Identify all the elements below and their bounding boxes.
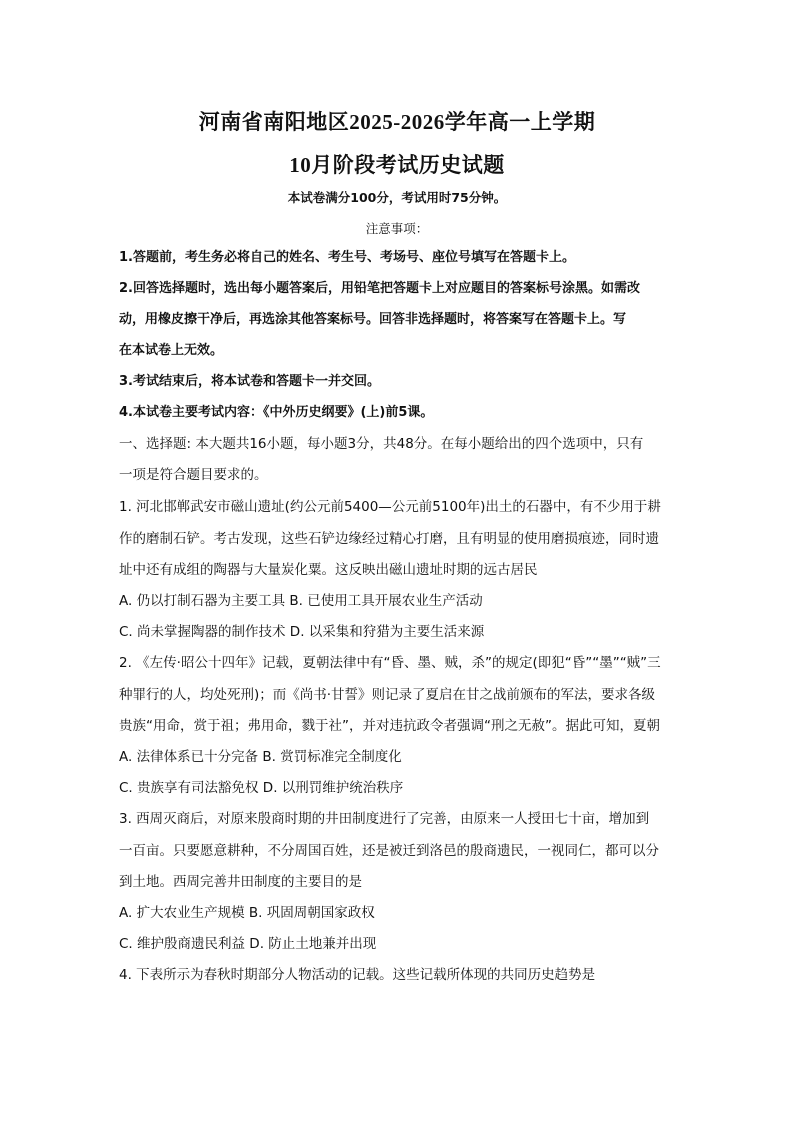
notice-item: 动，用橡皮擦干净后，再选涂其他答案标号。回答非选择题时，将答案写在答题卡上。写 (119, 312, 627, 327)
section-heading: 一、选择题: 本大题共16小题，每小题3分，共48分。在每小题给出的四个选项中，只有 (119, 436, 644, 452)
question-1-options: C. 尚未掌握陶器的制作技术 D. 以采集和狩猎为主要生活来源 (119, 624, 485, 640)
question-2-text: 种罪行的人，均处死刑)；而《尚书·甘誓》则记录了夏启在甘之战前颁布的军法，要求各级 (119, 687, 656, 703)
question-1-text: 1. 河北邯郸武安市磁山遗址(约公元前5400—公元前5100年)出土的石器中，有不少用于耕 (119, 499, 661, 515)
notice-item: 4.本试卷主要考试内容：《中外历史纲要》(上)前5课。 (119, 405, 434, 420)
question-3-options: A. 扩大农业生产规模 B. 巩固周朝国家政权 (119, 905, 375, 921)
question-1-text: 址中还有成组的陶器与大量炭化粟。这反映出磁山遗址时期的远古居民 (119, 562, 538, 578)
question-2-options: C. 贵族享有司法豁免权 D. 以刑罚维护统治秩序 (119, 780, 404, 796)
question-3-text: 3. 西周灭商后，对原来殷商时期的井田制度进行了完善，由原来一人授田七十亩，增加到 (119, 811, 650, 827)
notice-item: 1.答题前，考生务必将自己的姓名、考生号、考场号、座位号填写在答题卡上。 (119, 250, 575, 265)
question-3-text: 一百亩。只要愿意耕种，不分周国百姓，还是被迁到洛邑的殷商遗民，一视同仁，都可以分 (119, 843, 659, 859)
question-2-text: 贵族“用命，赏于祖；弗用命，戮于社”，并对违抗政令者强调“刑之无赦”。据此可知，夏朝 (119, 718, 660, 734)
exam-title-line1: 河南省南阳地区2025-2026学年高一上学期 (198, 110, 596, 134)
question-3-options: C. 维护殷商遗民利益 D. 防止土地兼并出现 (119, 936, 377, 952)
notice-item: 2.回答选择题时，选出每小题答案后，用铅笔把答题卡上对应题目的答案标号涂黑。如需改 (119, 281, 640, 296)
question-2-text: 2. 《左传·昭公十四年》记载，夏朝法律中有“昏、墨、贼，杀”的规定(即犯“昏”“墨”“贼”三 (119, 655, 661, 671)
question-1-text: 作的磨制石铲。考古发现，这些石铲边缘经过精心打磨，且有明显的使用磨损痕迹，同时遗 (119, 531, 659, 547)
section-heading-cont: 一项是符合题目要求的。 (119, 467, 268, 483)
score-time-note: 本试卷满分100分，考试用时75分钟。 (287, 190, 507, 205)
notice-heading: 注意事项： (365, 221, 429, 236)
question-2-options: A. 法律体系已十分完备 B. 赏罚标准完全制度化 (119, 749, 402, 765)
question-3-text: 到土地。西周完善井田制度的主要目的是 (119, 874, 362, 890)
notice-item: 在本试卷上无效。 (119, 343, 224, 358)
notice-item: 3.考试结束后，将本试卷和答题卡一并交回。 (119, 374, 380, 389)
question-1-options: A. 仍以打制石器为主要工具 B. 已使用工具开展农业生产活动 (119, 593, 483, 609)
exam-title-line2: 10月阶段考试历史试题 (289, 153, 505, 177)
question-4-text: 4. 下表所示为春秋时期部分人物活动的记载。这些记载所体现的共同历史趋势是 (119, 967, 596, 983)
